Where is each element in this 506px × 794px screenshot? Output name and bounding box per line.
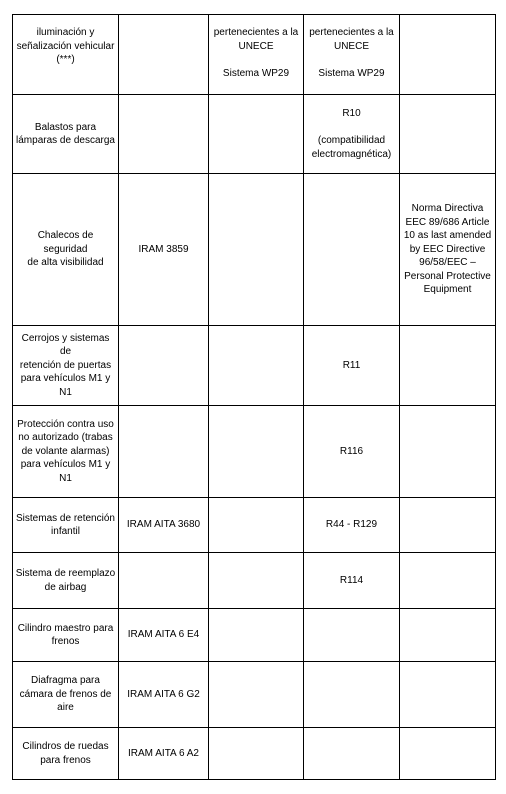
cell-text-line: para frenos (40, 754, 91, 766)
cell-text-line: IRAM AITA 6 G2 (127, 688, 200, 700)
table-cell (13, 498, 119, 553)
cell-text-line: para vehículos M1 y (20, 373, 111, 385)
cell-text-line: infantil (51, 526, 80, 537)
table-cell (209, 728, 304, 780)
cell-text-line: cámara de frenos de (19, 688, 112, 700)
cell-text-line: de volante alarmas) (21, 445, 110, 457)
cell-text-line: R10 (342, 108, 361, 119)
cell-text-line: aire (57, 702, 74, 714)
table-row (13, 553, 496, 609)
table-cell (304, 728, 400, 780)
table-cell (400, 609, 496, 662)
table-cell (119, 498, 209, 553)
cell-text-line: Equipment (423, 284, 472, 296)
cell-text-line: Sistema WP29 (318, 67, 385, 79)
cell-text-line: para vehículos M1 y (20, 459, 111, 471)
table-cell (400, 728, 496, 780)
table-cell (119, 728, 209, 780)
table-cell (304, 662, 400, 728)
cell-text-line: by EEC Directive (409, 243, 486, 255)
table-row (13, 15, 496, 95)
table-row (13, 326, 496, 406)
cell-text-line: IRAM AITA 6 E4 (127, 629, 200, 641)
cell-text-line: iluminación y (36, 27, 95, 38)
cell-text-line: IRAM AITA 6 A2 (128, 747, 199, 759)
table-cell (304, 95, 400, 174)
table-cell (209, 609, 304, 662)
cell-text-line: Sistema WP29 (222, 67, 290, 79)
table-cell (304, 326, 400, 406)
cell-spacer (306, 121, 397, 135)
table-cell (400, 498, 496, 553)
table-cell (119, 406, 209, 498)
table-row (13, 174, 496, 326)
table-cell (304, 174, 400, 326)
table-cell (119, 662, 209, 728)
table-cell (304, 609, 400, 662)
cell-text-line: no autorizado (trabas (18, 432, 113, 444)
table-row (13, 662, 496, 728)
table-cell (400, 406, 496, 498)
cell-text-line: IRAM 3859 (138, 243, 189, 255)
cell-text-line: (***) (56, 54, 75, 65)
table-cell (304, 498, 400, 553)
cell-spacer (211, 53, 301, 67)
table-cell (119, 326, 209, 406)
cell-text-line: Sistemas de retención (16, 512, 115, 524)
table-cell (304, 406, 400, 498)
table-cell (209, 662, 304, 728)
table-cell (13, 662, 119, 728)
cell-text-line: Norma Directiva (411, 203, 484, 215)
cell-text-line: N1 (59, 386, 72, 398)
table-cell (119, 553, 209, 609)
table-cell (209, 95, 304, 174)
table-cell (400, 15, 496, 95)
table-cell (13, 553, 119, 609)
table-cell (13, 406, 119, 498)
table-cell (209, 15, 304, 95)
table-cell (119, 95, 209, 174)
table-cell (400, 553, 496, 609)
table-cell (304, 553, 400, 609)
cell-text-line: señalización vehicular (16, 40, 115, 52)
table-cell (209, 174, 304, 326)
table-cell (119, 609, 209, 662)
table-cell (400, 95, 496, 174)
cell-text-line: R114 (339, 574, 364, 586)
cell-text-line: Diafragma para (31, 675, 100, 687)
cell-text-line: pertenecientes a la (309, 27, 394, 38)
table-cell (13, 174, 119, 326)
cell-text-line: Balastos para (34, 121, 97, 133)
cell-text-line: Chalecos de seguridad (37, 230, 94, 255)
table-body (13, 15, 496, 780)
cell-text-line: de airbag (44, 581, 87, 593)
cell-text-line: Cilindro maestro para (17, 622, 114, 634)
cell-text-line: R11 (342, 359, 361, 371)
standards-table (12, 14, 496, 780)
cell-text-line: Protección contra uso (17, 418, 114, 430)
cell-text-line: UNECE (238, 40, 274, 52)
table-cell (13, 95, 119, 174)
table-cell (209, 498, 304, 553)
table-cell (13, 728, 119, 780)
table-row (13, 498, 496, 553)
cell-text-line: frenos (51, 636, 80, 647)
table-cell (13, 609, 119, 662)
cell-text-line: electromagnética) (311, 148, 392, 160)
cell-text-line: Sistema de reemplazo (15, 568, 116, 579)
cell-spacer (306, 53, 397, 67)
cell-text-line: R44 - R129 (325, 519, 378, 531)
cell-text-line: Cerrojos y sistemas de (21, 332, 110, 358)
table-row (13, 728, 496, 780)
cell-text-line: UNECE (333, 40, 369, 52)
cell-text-line: pertenecientes a la (213, 27, 299, 38)
table-cell (119, 15, 209, 95)
cell-text-line: 96/58/EEC – (419, 257, 476, 269)
table-cell (400, 662, 496, 728)
table-row (13, 95, 496, 174)
cell-text-line: N1 (59, 472, 72, 484)
cell-text-line: Personal Protective (404, 270, 491, 282)
table-cell (400, 326, 496, 406)
table-row (13, 609, 496, 662)
table-row (13, 406, 496, 498)
cell-text-line: Cilindros de ruedas (22, 741, 109, 752)
cell-text-line: 10 as last amended (403, 230, 492, 242)
cell-text-line: retención de puertas (19, 359, 112, 371)
table-cell (304, 15, 400, 95)
cell-text-line: R116 (339, 445, 364, 457)
table-cell (209, 406, 304, 498)
table-cell (209, 326, 304, 406)
cell-text-line: lámparas de descarga (16, 135, 115, 146)
cell-text-line: (compatibilidad (317, 135, 386, 146)
cell-text-line: IRAM AITA 3680 (126, 519, 201, 531)
table-cell (13, 326, 119, 406)
cell-text-line: de alta visibilidad (27, 257, 104, 269)
table-cell (13, 15, 119, 95)
table-cell (119, 174, 209, 326)
cell-text-line: EEC 89/686 Article (405, 216, 490, 228)
table-cell (209, 553, 304, 609)
table-cell (400, 174, 496, 326)
